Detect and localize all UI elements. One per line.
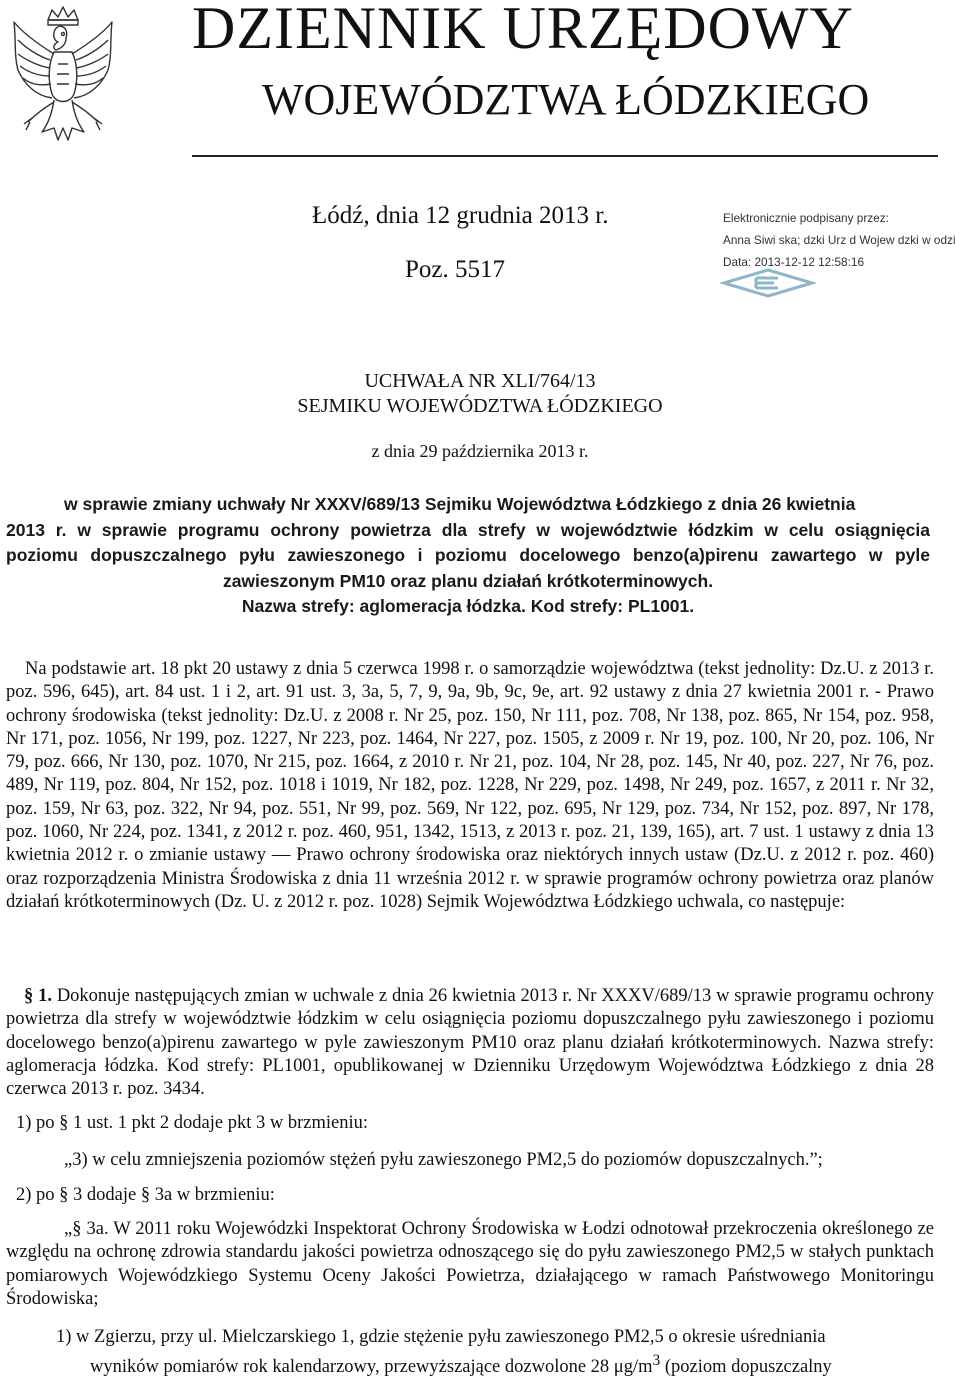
legal-basis-paragraph xyxy=(6,658,934,914)
resolution-number: UCHWAŁA NR XLI/764/13 xyxy=(364,370,596,392)
position-number: Poz. 5517 xyxy=(405,256,505,283)
amendment-quote-1: „3) w celu zmniejszenia poziomów stężeń pyłu zawieszonego PM2,5 do poziomów dopuszczalnych.”; xyxy=(64,1150,823,1170)
e-signature-logo-icon xyxy=(720,268,816,298)
subject-line-2: 2013 r. w sprawie programu ochrony powietrza dla strefy w województwie łódzkim w celu osiągnięcia xyxy=(6,519,930,540)
journal-subtitle: WOJEWÓDZTWA ŁÓDZKIEGO xyxy=(262,75,870,124)
sub-item-1-label: 1) w Zgierzu, przy ul. xyxy=(56,1327,218,1347)
amendment-item-1: 1) po § 1 ust. 1 pkt 2 dodaje pkt 3 w brzmieniu: xyxy=(16,1113,368,1133)
paragraph-1 xyxy=(6,985,934,1101)
subject-line-1: w sprawie zmiany uchwały Nr XXXV/689/13 Sejmiku Województwa Łódzkiego z dnia 26 kwietnia xyxy=(64,494,856,514)
sub-item-1-line-2-wrap xyxy=(6,1349,934,1379)
unit-exponent: 3 xyxy=(652,1352,661,1370)
sub-item-1-tail: (poziom dopuszczalny xyxy=(660,1357,832,1378)
resolution-issuer: SEJMIKU WOJEWÓDZTWA ŁÓDZKIEGO xyxy=(297,395,663,417)
sub-item-1-line-1: Mielczarskiego 1, gdzie stężenie pyłu zawieszonego PM2,5 o okresie uśredniania xyxy=(221,1327,826,1347)
paragraph-1-text: Dokonuje następujących zmian w uchwale z dnia 26 kwietnia 2013 r. Nr XXXV/689/13 w sprawie programu ochrony powietrza dla strefy w województwie łódzkim w celu osiągnięcia poziomu dopuszczalnego pyłu zawieszonego i poziomu docelowego benzo(a)pirenu zawartego w pyle zawieszonym PM10 oraz planu działań krótkoterminowych. Nazwa strefy: aglomeracja łódzka. Kod strefy: PL1001, opublikowanej w Dzienniku Urzędowym Województwa Łódzkiego z dnia 28 czerwca 2013 r. poz. 3434. xyxy=(6,986,935,1100)
signature-label: Elektronicznie podpisany przez: xyxy=(723,211,889,225)
section-symbol: § xyxy=(24,986,34,1006)
journal-title: DZIENNIK URZĘDOWY xyxy=(192,0,854,61)
amendment-quote-3a: „§ 3a. W 2011 roku Wojewódzki Inspektorat Ochrony Środowiska w Łodzi odnotował przekroczenia określonego ze względu na ochronę zdrowia standardu jakości powietrza odnoszącego się do pyłu zawieszonego PM2,5 w stałych punktach pomiarowych Wojewódzkiego Systemu Oceny Jakości Powietrza, działającego w ramach Państwowego Monitoringu Środowiska; xyxy=(6,1219,934,1309)
subject-line-4: zawieszonym PM10 oraz planu działań krótkoterminowych. xyxy=(222,570,714,591)
subject-line-5: Nazwa strefy: aglomeracja łódzka. Kod strefy: PL1001. xyxy=(241,596,695,616)
resolution-title xyxy=(0,369,960,419)
subject-line-3: poziomu dopuszczalnego pyłu zawieszonego i poziomu docelowego benzo(a)pirenu zawartego w pyle xyxy=(6,545,930,565)
legal-basis-text: Na podstawie art. 18 pkt 20 ustawy z dnia 5 czerwca 1998 r. o samorządzie województwa (tekst jednolity: Dz.U. z 2013 r. poz. 596, 645), art. 84 ust. 1 i 2, art. 91 ust. 3, 3a, 5, 7, 9, 9a, 9b, 9c, 9e, art. 92 ustawy z dnia 27 kwietnia 2001 r. - Prawo ochrony środowiska (tekst jednolity: Dz.U. z 2008 r. Nr 25, poz. 150, Nr 111, poz. 708, Nr 138, poz. 865, Nr 154, poz. 958, Nr 171, poz. 1056, Nr 199, poz. 1227, Nr 223, poz. 1464, Nr 227, poz. 1505, z 2009 r. Nr 19, poz. 100, Nr 20, poz. 106, Nr 79, poz. 666, Nr 130, poz. 1070, Nr 215, poz. 1664, z 2010 r. Nr 21, poz. 104, Nr 28, poz. 145, Nr 40, poz. 227, Nr 76, poz. 489, Nr 119, poz. 804, Nr 152, poz. 1018 i 1019, Nr 182, poz. 1228, Nr 229, poz. 1498, Nr 249, poz. 1657, z 2011 r. Nr 32, poz. 159, Nr 63, poz. 322, Nr 94, poz. 551, Nr 99, poz. 569, Nr 122, poz. 695, Nr 129, poz. 734, Nr 152, poz. 897, Nr 178, poz. 1060, Nr 224, poz. 1341, z 2012 r. poz. 460, 951, 1342, 1513, z 2013 r. poz. 21, 139, 165), art. 7 ust. 1 ustawy z dnia 13 kwietnia 2012 r. o zmianie ustawy — Prawo ochrony środowiska oraz niektórych innych ustaw (Dz.U. z 2012 r. poz. 460) oraz rozporządzenia Ministra Środowiska z dnia 11 września 2012 r. w sprawie programów ochrony powietrza oraz planów działań krótkoterminowych (Dz. U. z 2012 r. poz. 1028) Sejmik Województwa Łódzkiego uchwala, co następuje: xyxy=(6,659,934,912)
header-divider xyxy=(192,155,938,157)
place-and-date: Łódź, dnia 12 grudnia 2013 r. xyxy=(312,202,609,229)
white-eagle-emblem-icon xyxy=(8,4,118,154)
signature-date: Data: 2013-12-12 12:58:16 xyxy=(723,255,865,269)
sub-item-1 xyxy=(6,1326,934,1380)
signature-signer: Anna Siwi ska; dzki Urz d Wojew dzki w odzi xyxy=(723,233,956,247)
paragraph-number: 1. xyxy=(38,986,52,1006)
amendment-item-2: 2) po § 3 dodaje § 3a w brzmieniu: xyxy=(16,1185,275,1205)
resolution-date: z dnia 29 października 2013 r. xyxy=(371,441,589,461)
electronic-signature-block xyxy=(723,207,956,273)
sub-item-1-line-2: wyników pomiarów rok kalendarzowy, przewyższające dozwolone 28 μg/m xyxy=(90,1357,653,1378)
resolution-subject xyxy=(6,492,930,620)
